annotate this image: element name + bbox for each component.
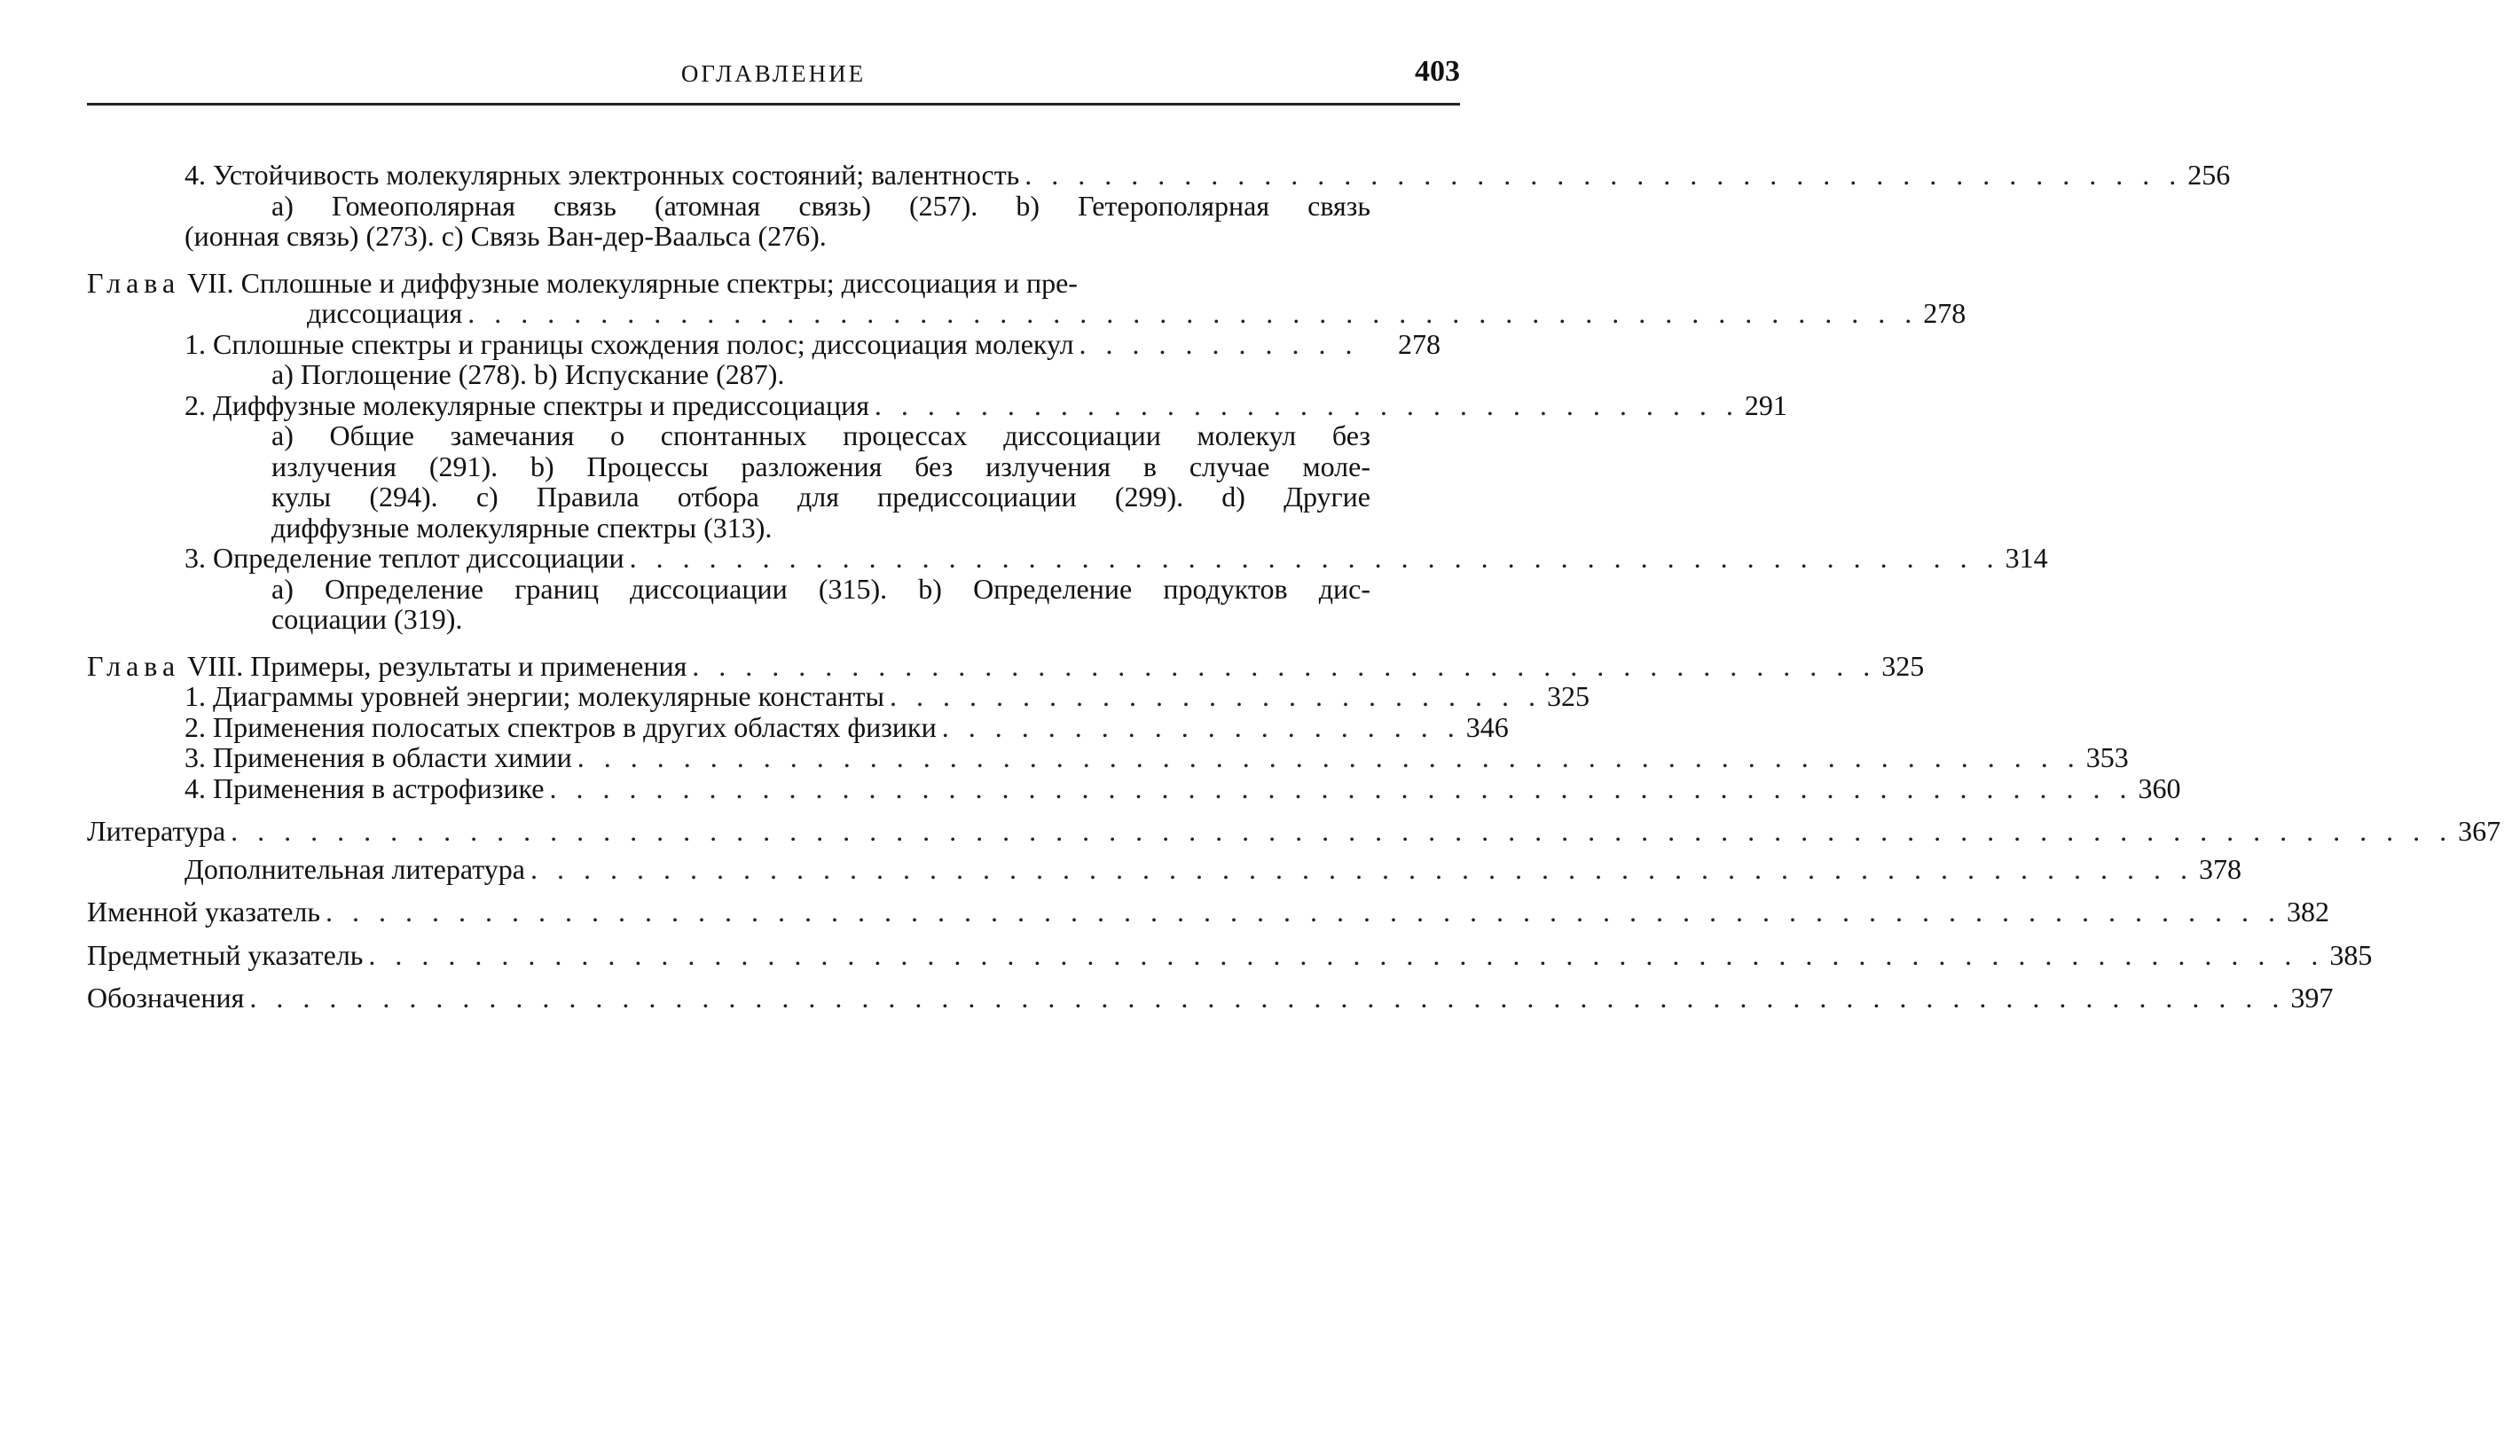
toc-entry-additional-literature[interactable] <box>87 852 2241 885</box>
toc-entry-page: 314 <box>2005 542 2048 574</box>
dot-leader: . . . . . . . . . . . . . . . . . . . . . . . . . . . . . . . . . . . . . . . . . . . . . . . . . . . . . . . . . . . . . . . . . . . . . . . . . . <box>325 896 2281 928</box>
toc-entry-section-7-3[interactable] <box>87 542 2048 574</box>
toc-entry-page: 385 <box>2329 938 2373 971</box>
description-line: a) Поглощение (278). b) Испускание (287). <box>271 358 785 390</box>
toc-entry-title: Дополнительная литература <box>184 852 525 885</box>
toc-entry-page: 378 <box>2198 852 2241 885</box>
dot-leader: . . . . . . . . . . . . . . . . . . . . <box>941 710 1461 743</box>
toc-entry-title: 4. Применения в астрофизике <box>184 771 545 804</box>
toc-entry-page: 346 <box>1465 710 1509 743</box>
toc-entry-section-7-1[interactable] <box>87 329 1460 360</box>
running-title: ОГЛАВЛЕНИЕ <box>680 60 867 87</box>
toc-entry-page: 278 <box>1923 297 1967 329</box>
toc-entry-title: 2. Диффузные молекулярные спектры и предиссоциация <box>184 388 869 421</box>
toc-entry-title: 2. Применения полосатых спектров в других областях физики <box>184 710 937 743</box>
toc-entry-page: 353 <box>2085 741 2129 773</box>
toc-entry-section-8-4[interactable] <box>87 771 2181 804</box>
toc-entry-literature[interactable] <box>87 815 2501 847</box>
toc-entry-notation[interactable] <box>87 982 2334 1014</box>
toc-entry-page: 367 <box>2458 815 2501 847</box>
toc-entry-name-index[interactable] <box>87 896 2329 928</box>
dot-leader: . . . . . . . . . . . <box>1079 327 1359 360</box>
description-line: излучения (291). b) Процессы разложения без излучения в случае моле- <box>271 450 1370 482</box>
chapter-label: Глава <box>87 649 181 682</box>
dot-leader: . . . . . . . . . . . . . . . . . . . . . . . . . . . . . . . . . . . . . . . . . . . . . . . . . . . . . . . <box>467 297 1919 329</box>
toc-entry-page: 325 <box>1547 680 1590 712</box>
toc-entry-title: Обозначения <box>87 982 245 1014</box>
toc-entry-description <box>87 574 1370 635</box>
dot-leader: . . . . . . . . . . . . . . . . . . . . . . . . . . . . . . . . . . . . . . . . . . . . . <box>692 649 1877 682</box>
dot-leader: . . . . . . . . . . . . . . . . . . . . . . . . . . . . . . . . . <box>874 388 1739 421</box>
toc-entry-page: 291 <box>1744 388 1787 421</box>
toc-entry-section-4[interactable] <box>87 159 2231 191</box>
toc-entry-description <box>87 359 1370 390</box>
header-rule <box>87 103 1460 106</box>
dot-leader: . . . . . . . . . . . . . . . . . . . . . . . . . . . . . . . . . . . . . . . . . . . . <box>1024 159 2183 191</box>
toc-entry-section-8-3[interactable] <box>87 741 2129 773</box>
toc-entry-title: VII. Сплошные и диффузные молекулярные спектры; диссоциация и пре- <box>187 266 1078 299</box>
toc-entry-description <box>87 191 1370 252</box>
page-number: 403 <box>1415 55 1460 88</box>
dot-leader: . . . . . . . . . . . . . . . . . . . . . . . . . . . . . . . . . . . . . . . . . . . . . . . . . . . . . . . . . . . . . . . <box>530 852 2194 885</box>
page-header <box>87 51 1460 105</box>
toc-entry-title: 1. Диаграммы уровней энергии; молекулярные константы <box>184 680 885 712</box>
toc-entry-section-7-2[interactable] <box>87 388 1787 421</box>
dot-leader: . . . . . . . . . . . . . . . . . . . . . . . . . . . . . . . . . . . . . . . . . . . . . . . . . . . . . . . . . . . . . . . . . . . . . . . . . . . . . . . . . . . . <box>231 815 2453 847</box>
description-line: (ионная связь) (273). c) Связь Ван-дер-Ваальса (276). <box>184 220 827 252</box>
description-line: a) Гомеополярная связь (атомная связь) (257). b) Гетерополярная связь <box>271 189 1370 222</box>
dot-leader: . . . . . . . . . . . . . . . . . . . . . . . . . <box>890 680 1543 712</box>
toc-entry-title: Предметный указатель <box>87 938 364 971</box>
toc-entry-chapter-8[interactable] <box>87 649 1925 682</box>
toc-entry-page: 360 <box>2138 771 2181 804</box>
toc-entry-title: VIII. Примеры, результаты и применения <box>187 649 687 682</box>
toc-entry-page: 397 <box>2290 982 2334 1014</box>
dot-leader: . . . . . . . . . . . . . . . . . . . . . . . . . . . . . . . . . . . . . . . . . . . . . . . . . . . . . . . . . <box>577 741 2081 773</box>
toc-entry-title: Именной указатель <box>87 896 320 928</box>
table-of-contents <box>87 159 2501 1014</box>
description-line: a) Определение границ диссоциации (315). b) Определение продуктов дис- <box>271 572 1370 605</box>
toc-entry-title: 3. Применения в области химии <box>184 741 572 773</box>
toc-entry-section-8-2[interactable] <box>87 710 1509 743</box>
toc-entry-page: 325 <box>1881 649 1925 682</box>
toc-entry-page: 256 <box>2187 159 2231 191</box>
toc-entry-title: 1. Сплошные спектры и границы схождения полос; диссоциация молекул <box>184 327 1074 360</box>
dot-leader: . . . . . . . . . . . . . . . . . . . . . . . . . . . . . . . . . . . . . . . . . . . . . . . . . . . . <box>629 542 2000 574</box>
toc-entry-description <box>87 420 1370 543</box>
description-line: кулы (294). c) Правила отбора для предиссоциации (299). d) Другие <box>271 481 1370 513</box>
chapter-label: Глава <box>87 266 181 299</box>
toc-entry-page: 382 <box>2286 896 2329 928</box>
toc-entry-title: 3. Определение теплот диссоциации <box>184 542 624 574</box>
description-line: a) Общие замечания о спонтанных процессах диссоциации молекул без <box>271 419 1370 451</box>
toc-entry-subject-index[interactable] <box>87 938 2373 971</box>
dot-leader: . . . . . . . . . . . . . . . . . . . . . . . . . . . . . . . . . . . . . . . . . . . . . . . . . . . . . . . . . . . . . . . . . . . . . . . . . . <box>368 938 2325 971</box>
toc-entry-section-8-1[interactable] <box>87 680 1590 712</box>
toc-entry-title: 4. Устойчивость молекулярных электронных состояний; валентность <box>184 159 1020 191</box>
dot-leader: . . . . . . . . . . . . . . . . . . . . . . . . . . . . . . . . . . . . . . . . . . . . . . . . . . . . . . . . . . . . <box>549 771 2133 804</box>
description-line: диффузные молекулярные спектры (313). <box>271 511 773 544</box>
toc-entry-chapter-7[interactable] <box>87 268 1460 299</box>
toc-entry-title-cont: диссоциация <box>307 297 463 329</box>
description-line: социации (319). <box>271 603 463 635</box>
dot-leader: . . . . . . . . . . . . . . . . . . . . . . . . . . . . . . . . . . . . . . . . . . . . . . . . . . . . . . . . . . . . . . . . . . . . . . . . . . . . . <box>249 982 2286 1014</box>
toc-entry-chapter-7-cont[interactable] <box>87 297 1967 329</box>
toc-entry-title: Литература <box>87 815 226 847</box>
toc-entry-page: 278 <box>1398 327 1441 360</box>
